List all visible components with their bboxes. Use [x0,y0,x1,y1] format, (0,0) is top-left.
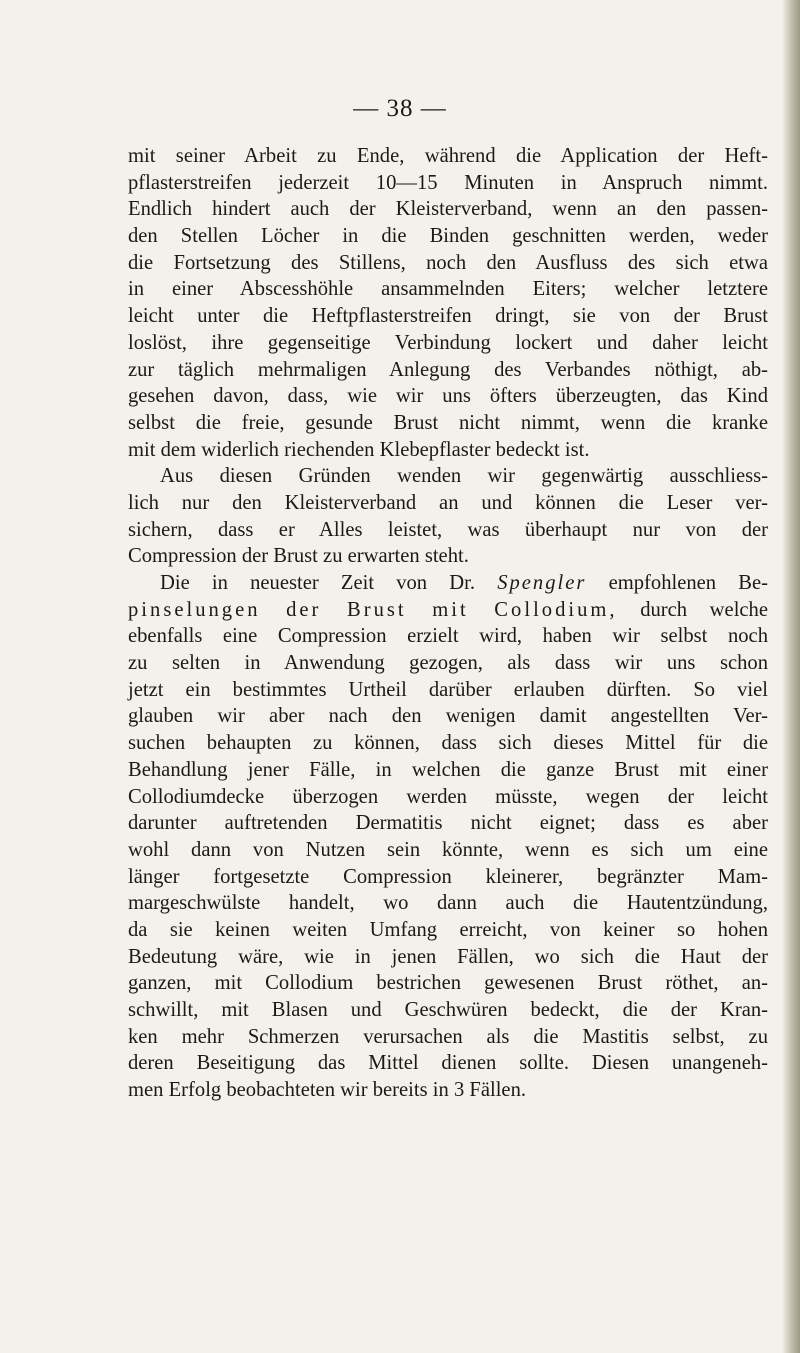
text-line: ganzen, mit Collodium bestrichen gewesenen Brust röthet, an- [128,972,768,995]
text-line: mit dem widerlich riechenden Klebepflaster bedeckt ist. [128,438,590,461]
text-line: Collodiumdecke überzogen werden müsste, wegen der leicht [128,785,768,808]
text-line: glauben wir aber nach den wenigen damit angestellten Ver- [128,705,768,728]
text-line: in einer Abscesshöhle ansammelnden Eiters; welcher letztere [128,278,768,301]
text-line: die Fortsetzung des Stillens, noch den Ausfluss des sich etwa [128,251,768,274]
text-line: zur täglich mehrmaligen Anlegung des Verbandes nöthigt, ab- [128,358,768,381]
body-text [128,143,768,1104]
text-line: jetzt ein bestimmtes Urtheil darüber erlauben dürften. So viel [128,678,768,701]
text-line: pflasterstreifen jederzeit 10—15 Minuten in Anspruch nimmt. [128,171,768,194]
page-number: — 38 — [353,95,447,122]
spengler-line-after: empfohlenen Be- [608,572,768,594]
text-line: darunter auftretenden Dermatitis nicht eignet; dass es aber [128,812,768,835]
text-line-spengler [128,570,768,597]
spaced-line-after: durch welche [640,598,768,621]
text-line: Endlich hindert auch der Kleisterverband, wenn an den passen- [128,198,768,221]
text-line: Behandlung jener Fälle, in welchen die ganze Brust mit einer [128,758,768,781]
text-line: gesehen davon, dass, wie wir uns öfters überzeugten, das Kind [128,385,768,408]
text-line: sichern, dass er Alles leistet, was überhaupt nur von der [128,518,768,541]
author-name-spengler: Spengler [497,572,587,594]
text-line: leicht unter die Heftpflasterstreifen dringt, sie von der Brust [128,305,768,328]
text-line: ken mehr Schmerzen verursachen als die Mastitis selbst, zu [128,1025,768,1048]
text-line: mit seiner Arbeit zu Ende, während die Application der Heft- [128,145,768,167]
text-line: deren Beseitigung das Mittel dienen sollte. Diesen unangeneh- [128,1052,768,1075]
text-line: wohl dann von Nutzen sein könnte, wenn es sich um eine [128,838,768,861]
text-line: schwillt, mit Blasen und Geschwüren bedeckt, die der Kran- [128,999,768,1021]
text-line: selbst die freie, gesunde Brust nicht nimmt, wenn die kranke [128,411,768,434]
page-edge-shadow [782,0,800,1353]
text-line: Aus diesen Gründen wenden wir gegenwärtig ausschliess- [160,465,768,488]
text-line-spaced [128,597,768,624]
text-line: zu selten in Anwendung gezogen, als dass wir uns schon [128,652,768,675]
text-line: lich nur den Kleisterverband an und können die Leser ver- [128,491,768,514]
text-line: loslöst, ihre gegenseitige Verbindung lockert und daher leicht [128,331,768,354]
text-line: den Stellen Löcher in die Binden geschnitten werden, weder [128,225,768,248]
spengler-line-before: Die in neuester Zeit von Dr. [160,572,476,594]
text-line: ebenfalls eine Compression erzielt wird, haben wir selbst noch [128,625,768,648]
text-line: suchen behaupten zu können, dass sich dieses Mittel für die [128,732,768,755]
text-line: margeschwülste handelt, wo dann auch die Hautentzündung, [128,892,768,915]
text-line: Bedeutung wäre, wie in jenen Fällen, wo sich die Haut der [128,945,768,968]
text-line: da sie keinen weiten Umfang erreicht, von keiner so hohen [128,918,768,941]
text-line: Compression der Brust zu erwarten steht. [128,545,469,568]
text-line: länger fortgesetzte Compression kleinerer, begränzter Mam- [128,865,768,888]
text-line: men Erfolg beobachteten wir bereits in 3 Fällen. [128,1079,527,1102]
spaced-emphasis: pinselungen der Brust mit Collodium, [128,598,618,621]
